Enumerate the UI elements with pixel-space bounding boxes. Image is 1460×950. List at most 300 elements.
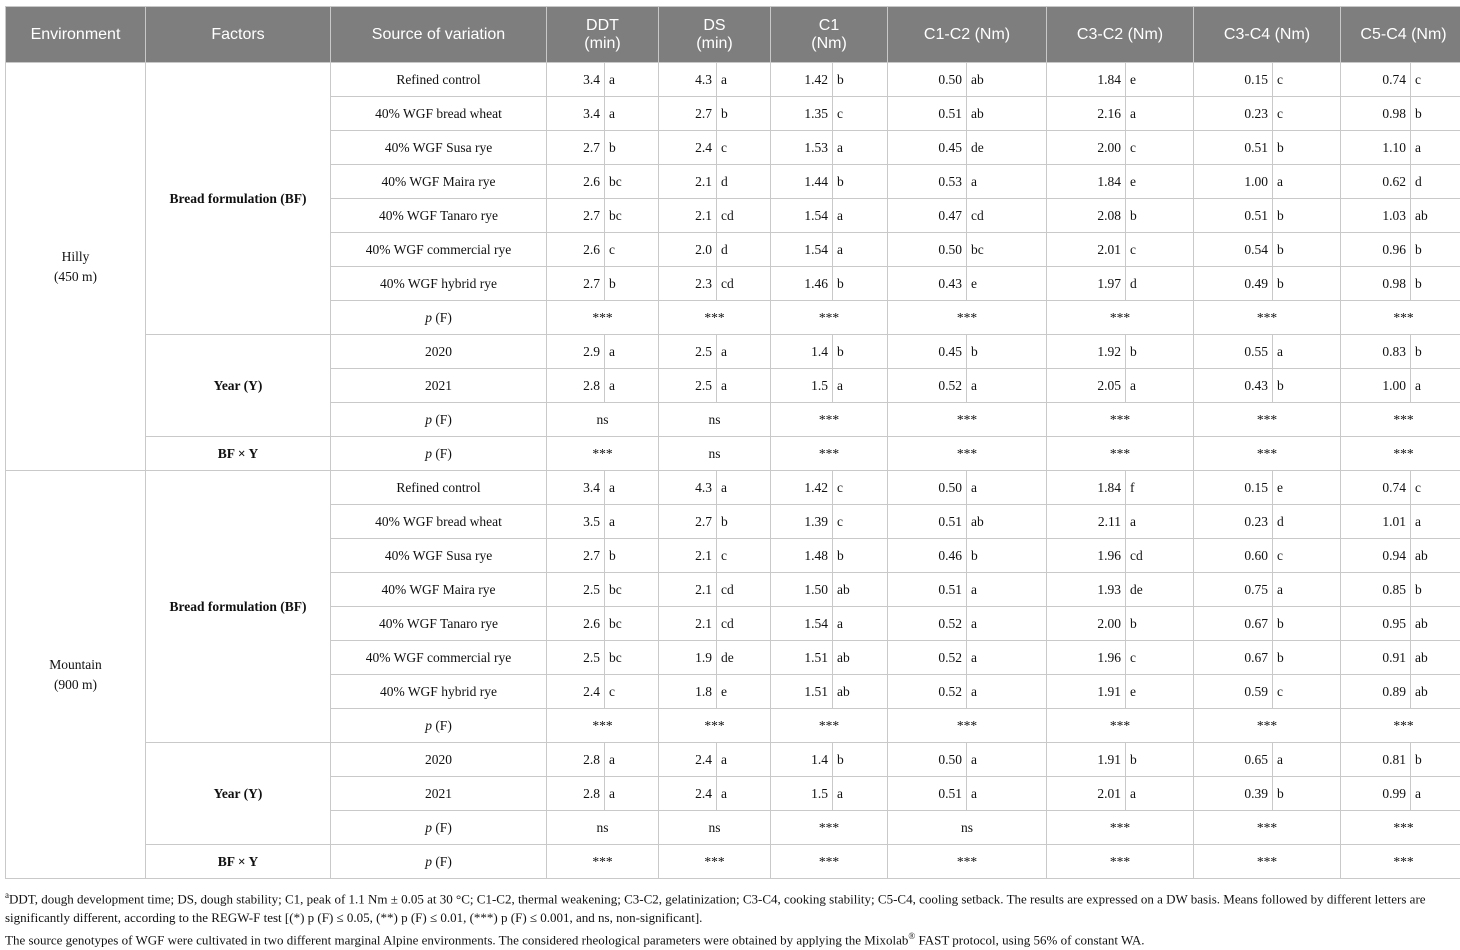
letter-cell: c xyxy=(605,233,659,267)
environment-cell xyxy=(6,471,146,879)
letter-cell: a xyxy=(717,63,771,97)
value-cell: 2.05 xyxy=(1047,369,1126,403)
p-value-cell: *** xyxy=(659,709,771,743)
value-cell: 2.4 xyxy=(659,777,717,811)
letter-cell: b xyxy=(1126,743,1194,777)
factor-interaction: BF × Y xyxy=(146,437,331,471)
value-cell: 1.54 xyxy=(771,233,833,267)
value-cell: 1.42 xyxy=(771,471,833,505)
value-cell: 0.55 xyxy=(1194,335,1273,369)
letter-cell: cd xyxy=(717,267,771,301)
p-symbol: p xyxy=(425,854,432,869)
source-label: 40% WGF hybrid rye xyxy=(331,267,547,301)
p-value-cell: ns xyxy=(659,811,771,845)
environment-cell xyxy=(6,63,146,471)
p-value-cell: *** xyxy=(1194,403,1341,437)
value-cell: 2.01 xyxy=(1047,777,1126,811)
value-cell: 1.03 xyxy=(1341,199,1411,233)
letter-cell: b xyxy=(1411,233,1460,267)
value-cell: 0.52 xyxy=(888,641,967,675)
value-cell: 2.4 xyxy=(547,675,605,709)
factor-interaction: BF × Y xyxy=(146,845,331,879)
letter-cell: d xyxy=(717,233,771,267)
value-cell: 1.5 xyxy=(771,777,833,811)
letter-cell: c xyxy=(717,539,771,573)
value-cell: 0.45 xyxy=(888,335,967,369)
f-suffix: (F) xyxy=(432,412,452,427)
value-cell: 0.60 xyxy=(1194,539,1273,573)
p-value-cell: *** xyxy=(771,709,888,743)
header-c1-name: C1 xyxy=(819,17,839,34)
value-cell: 2.5 xyxy=(547,641,605,675)
source-label: 2021 xyxy=(331,777,547,811)
header-source: Source of variation xyxy=(331,7,547,63)
footnote-abbreviations xyxy=(5,886,1457,927)
letter-cell: a xyxy=(717,471,771,505)
p-value-cell: *** xyxy=(888,845,1047,879)
value-cell: 0.23 xyxy=(1194,505,1273,539)
letter-cell: ab xyxy=(967,63,1047,97)
value-cell: 2.6 xyxy=(547,165,605,199)
letter-cell: b xyxy=(833,539,888,573)
value-cell: 0.15 xyxy=(1194,63,1273,97)
letter-cell: a xyxy=(717,743,771,777)
p-value-cell: *** xyxy=(1194,845,1341,879)
value-cell: 0.74 xyxy=(1341,63,1411,97)
letter-cell: b xyxy=(833,335,888,369)
p-symbol: p xyxy=(425,412,432,427)
letter-cell: e xyxy=(717,675,771,709)
header-ddt-unit: (min) xyxy=(584,35,620,52)
value-cell: 1.84 xyxy=(1047,63,1126,97)
letter-cell: a xyxy=(605,743,659,777)
p-value-cell: ns xyxy=(659,403,771,437)
letter-cell: a xyxy=(967,607,1047,641)
letter-cell: a xyxy=(1126,97,1194,131)
letter-cell: cd xyxy=(717,199,771,233)
table-row xyxy=(6,63,1460,97)
p-value-cell: *** xyxy=(1047,301,1194,335)
value-cell: 2.8 xyxy=(547,777,605,811)
source-label: 40% WGF Tanaro rye xyxy=(331,607,547,641)
letter-cell: b xyxy=(833,165,888,199)
footnote-line-2b: FAST protocol, using 56% of constant WA. xyxy=(915,933,1144,948)
letter-cell: e xyxy=(1273,471,1341,505)
p-value-cell: ns xyxy=(659,437,771,471)
value-cell: 0.23 xyxy=(1194,97,1273,131)
p-value-cell: ns xyxy=(888,811,1047,845)
letter-cell: a xyxy=(605,63,659,97)
letter-cell: c xyxy=(1126,233,1194,267)
header-ds-name: DS xyxy=(703,17,725,34)
value-cell: 0.53 xyxy=(888,165,967,199)
p-value-cell: ns xyxy=(547,811,659,845)
value-cell: 0.51 xyxy=(1194,199,1273,233)
letter-cell: a xyxy=(605,777,659,811)
value-cell: 0.98 xyxy=(1341,97,1411,131)
letter-cell: b xyxy=(717,505,771,539)
p-value-cell: *** xyxy=(1194,437,1341,471)
p-value-cell: *** xyxy=(1047,811,1194,845)
letter-cell: a xyxy=(833,369,888,403)
letter-cell: cd xyxy=(1126,539,1194,573)
value-cell: 0.50 xyxy=(888,63,967,97)
mixolab-table xyxy=(5,6,1460,879)
header-ddt xyxy=(547,7,659,63)
value-cell: 0.98 xyxy=(1341,267,1411,301)
letter-cell: c xyxy=(1411,63,1460,97)
value-cell: 1.35 xyxy=(771,97,833,131)
letter-cell: b xyxy=(1126,335,1194,369)
factor-bread-formulation: Bread formulation (BF) xyxy=(146,63,331,335)
source-label: 2020 xyxy=(331,743,547,777)
value-cell: 0.89 xyxy=(1341,675,1411,709)
value-cell: 0.45 xyxy=(888,131,967,165)
value-cell: 2.0 xyxy=(659,233,717,267)
value-cell: 0.51 xyxy=(888,505,967,539)
value-cell: 0.91 xyxy=(1341,641,1411,675)
letter-cell: b xyxy=(1273,233,1341,267)
letter-cell: cd xyxy=(717,607,771,641)
footnote-line-1: DDT, dough development time; DS, dough stability; C1, peak of 1.1 Nm ± 0.05 at 30 °C; C1-C2, thermal weakening; C3-C2, gelatinization; C3-C4, cooking stability; C5-C4, cooling setback. The results are expressed on a DW basis. Means followed by different letters are significantly different, according to the REGW-F test [(*) p (F) ≤ 0.05, (**) p (F) ≤ 0.01, (***) p (F) ≤ 0.001, and ns, non-significant]. xyxy=(5,891,1426,925)
letter-cell: bc xyxy=(605,165,659,199)
letter-cell: a xyxy=(967,641,1047,675)
letter-cell: b xyxy=(1411,573,1460,607)
letter-cell: ab xyxy=(1411,607,1460,641)
letter-cell: b xyxy=(1126,607,1194,641)
source-label: 40% WGF commercial rye xyxy=(331,641,547,675)
value-cell: 0.46 xyxy=(888,539,967,573)
value-cell: 0.54 xyxy=(1194,233,1273,267)
source-label: 40% WGF Tanaro rye xyxy=(331,199,547,233)
letter-cell: a xyxy=(1411,777,1460,811)
letter-cell: d xyxy=(1126,267,1194,301)
value-cell: 1.01 xyxy=(1341,505,1411,539)
value-cell: 0.39 xyxy=(1194,777,1273,811)
letter-cell: c xyxy=(1126,131,1194,165)
footnote-marker: a xyxy=(5,890,9,900)
source-label: 2020 xyxy=(331,335,547,369)
letter-cell: a xyxy=(1411,369,1460,403)
value-cell: 1.96 xyxy=(1047,641,1126,675)
letter-cell: ab xyxy=(833,641,888,675)
interaction-row xyxy=(6,845,1460,879)
value-cell: 0.74 xyxy=(1341,471,1411,505)
letter-cell: a xyxy=(1273,573,1341,607)
value-cell: 2.8 xyxy=(547,743,605,777)
source-label: 40% WGF Susa rye xyxy=(331,539,547,573)
environment-altitude: (450 m) xyxy=(54,269,97,284)
value-cell: 0.51 xyxy=(888,573,967,607)
p-value-cell: *** xyxy=(1047,403,1194,437)
value-cell: 1.97 xyxy=(1047,267,1126,301)
letter-cell: d xyxy=(717,165,771,199)
letter-cell: a xyxy=(605,97,659,131)
p-value-cell: *** xyxy=(1341,709,1460,743)
letter-cell: a xyxy=(967,471,1047,505)
value-cell: 4.3 xyxy=(659,471,717,505)
header-factors: Factors xyxy=(146,7,331,63)
value-cell: 1.91 xyxy=(1047,743,1126,777)
source-label-pf xyxy=(331,403,547,437)
value-cell: 0.52 xyxy=(888,607,967,641)
letter-cell: de xyxy=(717,641,771,675)
value-cell: 2.1 xyxy=(659,607,717,641)
value-cell: 1.44 xyxy=(771,165,833,199)
value-cell: 2.8 xyxy=(547,369,605,403)
letter-cell: b xyxy=(1273,777,1341,811)
value-cell: 2.00 xyxy=(1047,131,1126,165)
p-value-cell: *** xyxy=(547,301,659,335)
value-cell: 1.54 xyxy=(771,199,833,233)
letter-cell: b xyxy=(1126,199,1194,233)
letter-cell: f xyxy=(1126,471,1194,505)
source-label: Refined control xyxy=(331,471,547,505)
header-c1-unit: (Nm) xyxy=(811,35,847,52)
letter-cell: ab xyxy=(1411,641,1460,675)
value-cell: 3.4 xyxy=(547,97,605,131)
letter-cell: b xyxy=(833,63,888,97)
value-cell: 0.50 xyxy=(888,233,967,267)
value-cell: 0.51 xyxy=(1194,131,1273,165)
value-cell: 1.53 xyxy=(771,131,833,165)
value-cell: 1.84 xyxy=(1047,471,1126,505)
value-cell: 0.15 xyxy=(1194,471,1273,505)
letter-cell: a xyxy=(1411,131,1460,165)
p-value-cell: *** xyxy=(771,437,888,471)
letter-cell: cd xyxy=(967,199,1047,233)
letter-cell: b xyxy=(1273,267,1341,301)
letter-cell: ab xyxy=(967,505,1047,539)
header-c5-c4: C5-C4 (Nm) xyxy=(1341,7,1460,63)
factor-bread-formulation: Bread formulation (BF) xyxy=(146,471,331,743)
value-cell: 1.92 xyxy=(1047,335,1126,369)
value-cell: 0.85 xyxy=(1341,573,1411,607)
source-label-pf xyxy=(331,811,547,845)
letter-cell: a xyxy=(833,777,888,811)
value-cell: 3.4 xyxy=(547,471,605,505)
value-cell: 0.94 xyxy=(1341,539,1411,573)
letter-cell: c xyxy=(1273,97,1341,131)
value-cell: 2.7 xyxy=(547,539,605,573)
source-label: 40% WGF Maira rye xyxy=(331,573,547,607)
value-cell: 1.51 xyxy=(771,641,833,675)
letter-cell: e xyxy=(1126,63,1194,97)
letter-cell: b xyxy=(605,131,659,165)
environment-name: Mountain xyxy=(49,657,102,672)
value-cell: 2.9 xyxy=(547,335,605,369)
letter-cell: c xyxy=(1273,63,1341,97)
p-value-cell: *** xyxy=(1341,301,1460,335)
letter-cell: a xyxy=(1273,335,1341,369)
header-c3-c4: C3-C4 (Nm) xyxy=(1194,7,1341,63)
letter-cell: de xyxy=(1126,573,1194,607)
letter-cell: a xyxy=(717,369,771,403)
letter-cell: b xyxy=(967,335,1047,369)
value-cell: 2.16 xyxy=(1047,97,1126,131)
p-value-cell: *** xyxy=(1194,709,1341,743)
letter-cell: bc xyxy=(605,607,659,641)
letter-cell: e xyxy=(967,267,1047,301)
letter-cell: c xyxy=(833,471,888,505)
value-cell: 0.50 xyxy=(888,471,967,505)
p-value-cell: *** xyxy=(1047,709,1194,743)
p-value-cell: *** xyxy=(1194,811,1341,845)
letter-cell: ab xyxy=(967,97,1047,131)
p-value-cell: *** xyxy=(1341,403,1460,437)
f-suffix: (F) xyxy=(432,820,452,835)
letter-cell: bc xyxy=(967,233,1047,267)
p-value-cell: *** xyxy=(771,301,888,335)
value-cell: 0.43 xyxy=(888,267,967,301)
value-cell: 2.1 xyxy=(659,199,717,233)
letter-cell: b xyxy=(717,97,771,131)
value-cell: 1.84 xyxy=(1047,165,1126,199)
p-value-cell: *** xyxy=(771,845,888,879)
letter-cell: ab xyxy=(833,675,888,709)
source-label: 40% WGF Maira rye xyxy=(331,165,547,199)
letter-cell: c xyxy=(1411,471,1460,505)
letter-cell: a xyxy=(605,505,659,539)
value-cell: 1.42 xyxy=(771,63,833,97)
letter-cell: b xyxy=(1411,97,1460,131)
letter-cell: a xyxy=(967,675,1047,709)
p-symbol: p xyxy=(425,310,432,325)
value-cell: 0.52 xyxy=(888,675,967,709)
value-cell: 0.65 xyxy=(1194,743,1273,777)
p-value-cell: *** xyxy=(888,403,1047,437)
letter-cell: a xyxy=(1126,777,1194,811)
p-value-cell: *** xyxy=(547,709,659,743)
value-cell: 1.96 xyxy=(1047,539,1126,573)
value-cell: 0.67 xyxy=(1194,641,1273,675)
value-cell: 2.1 xyxy=(659,573,717,607)
f-suffix: (F) xyxy=(432,854,452,869)
value-cell: 1.00 xyxy=(1341,369,1411,403)
value-cell: 2.4 xyxy=(659,743,717,777)
letter-cell: b xyxy=(1273,199,1341,233)
letter-cell: ab xyxy=(833,573,888,607)
p-value-cell: *** xyxy=(1341,437,1460,471)
header-row xyxy=(6,7,1460,63)
p-value-cell: *** xyxy=(888,709,1047,743)
value-cell: 0.51 xyxy=(888,97,967,131)
letter-cell: b xyxy=(833,267,888,301)
table-footnotes xyxy=(5,886,1457,950)
value-cell: 2.08 xyxy=(1047,199,1126,233)
letter-cell: a xyxy=(967,777,1047,811)
letter-cell: a xyxy=(833,607,888,641)
letter-cell: a xyxy=(605,369,659,403)
value-cell: 0.99 xyxy=(1341,777,1411,811)
value-cell: 0.50 xyxy=(888,743,967,777)
letter-cell: a xyxy=(967,369,1047,403)
value-cell: 2.01 xyxy=(1047,233,1126,267)
letter-cell: bc xyxy=(605,573,659,607)
value-cell: 1.51 xyxy=(771,675,833,709)
value-cell: 4.3 xyxy=(659,63,717,97)
value-cell: 2.4 xyxy=(659,131,717,165)
letter-cell: d xyxy=(1273,505,1341,539)
letter-cell: c xyxy=(605,675,659,709)
letter-cell: c xyxy=(833,97,888,131)
letter-cell: bc xyxy=(605,641,659,675)
header-ds-unit: (min) xyxy=(696,35,732,52)
value-cell: 2.6 xyxy=(547,233,605,267)
value-cell: 0.62 xyxy=(1341,165,1411,199)
p-symbol: p xyxy=(425,718,432,733)
letter-cell: a xyxy=(1126,505,1194,539)
p-value-cell: ns xyxy=(547,403,659,437)
p-value-cell: *** xyxy=(1341,811,1460,845)
value-cell: 1.39 xyxy=(771,505,833,539)
value-cell: 0.49 xyxy=(1194,267,1273,301)
letter-cell: a xyxy=(967,165,1047,199)
value-cell: 0.81 xyxy=(1341,743,1411,777)
letter-cell: b xyxy=(605,267,659,301)
source-label: 40% WGF bread wheat xyxy=(331,97,547,131)
f-suffix: (F) xyxy=(432,718,452,733)
table-row xyxy=(6,743,1460,777)
source-label-pf xyxy=(331,709,547,743)
value-cell: 0.96 xyxy=(1341,233,1411,267)
source-label: 2021 xyxy=(331,369,547,403)
value-cell: 1.4 xyxy=(771,335,833,369)
letter-cell: cd xyxy=(717,573,771,607)
letter-cell: de xyxy=(967,131,1047,165)
p-value-cell: *** xyxy=(1047,437,1194,471)
source-label: 40% WGF bread wheat xyxy=(331,505,547,539)
source-label-pf xyxy=(331,437,547,471)
letter-cell: c xyxy=(1273,675,1341,709)
value-cell: 2.5 xyxy=(659,335,717,369)
value-cell: 0.51 xyxy=(888,777,967,811)
value-cell: 1.54 xyxy=(771,607,833,641)
p-symbol: p xyxy=(425,446,432,461)
letter-cell: b xyxy=(1411,335,1460,369)
letter-cell: b xyxy=(1273,131,1341,165)
value-cell: 2.1 xyxy=(659,539,717,573)
source-label-pf xyxy=(331,845,547,879)
header-ddt-name: DDT xyxy=(586,17,619,34)
value-cell: 3.5 xyxy=(547,505,605,539)
value-cell: 1.00 xyxy=(1194,165,1273,199)
value-cell: 0.47 xyxy=(888,199,967,233)
footnote-source xyxy=(5,927,1457,949)
source-label: 40% WGF Susa rye xyxy=(331,131,547,165)
letter-cell: c xyxy=(717,131,771,165)
value-cell: 1.91 xyxy=(1047,675,1126,709)
p-value-cell: *** xyxy=(547,437,659,471)
factor-year: Year (Y) xyxy=(146,335,331,437)
letter-cell: a xyxy=(1126,369,1194,403)
value-cell: 0.83 xyxy=(1341,335,1411,369)
value-cell: 1.9 xyxy=(659,641,717,675)
letter-cell: a xyxy=(605,335,659,369)
letter-cell: b xyxy=(1273,369,1341,403)
value-cell: 2.7 xyxy=(547,199,605,233)
letter-cell: c xyxy=(1126,641,1194,675)
table-row xyxy=(6,335,1460,369)
p-value-cell: *** xyxy=(1194,301,1341,335)
p-value-cell: *** xyxy=(1341,845,1460,879)
letter-cell: a xyxy=(1411,505,1460,539)
table-body xyxy=(6,63,1460,879)
letter-cell: b xyxy=(833,743,888,777)
value-cell: 2.00 xyxy=(1047,607,1126,641)
letter-cell: a xyxy=(605,471,659,505)
letter-cell: c xyxy=(833,505,888,539)
